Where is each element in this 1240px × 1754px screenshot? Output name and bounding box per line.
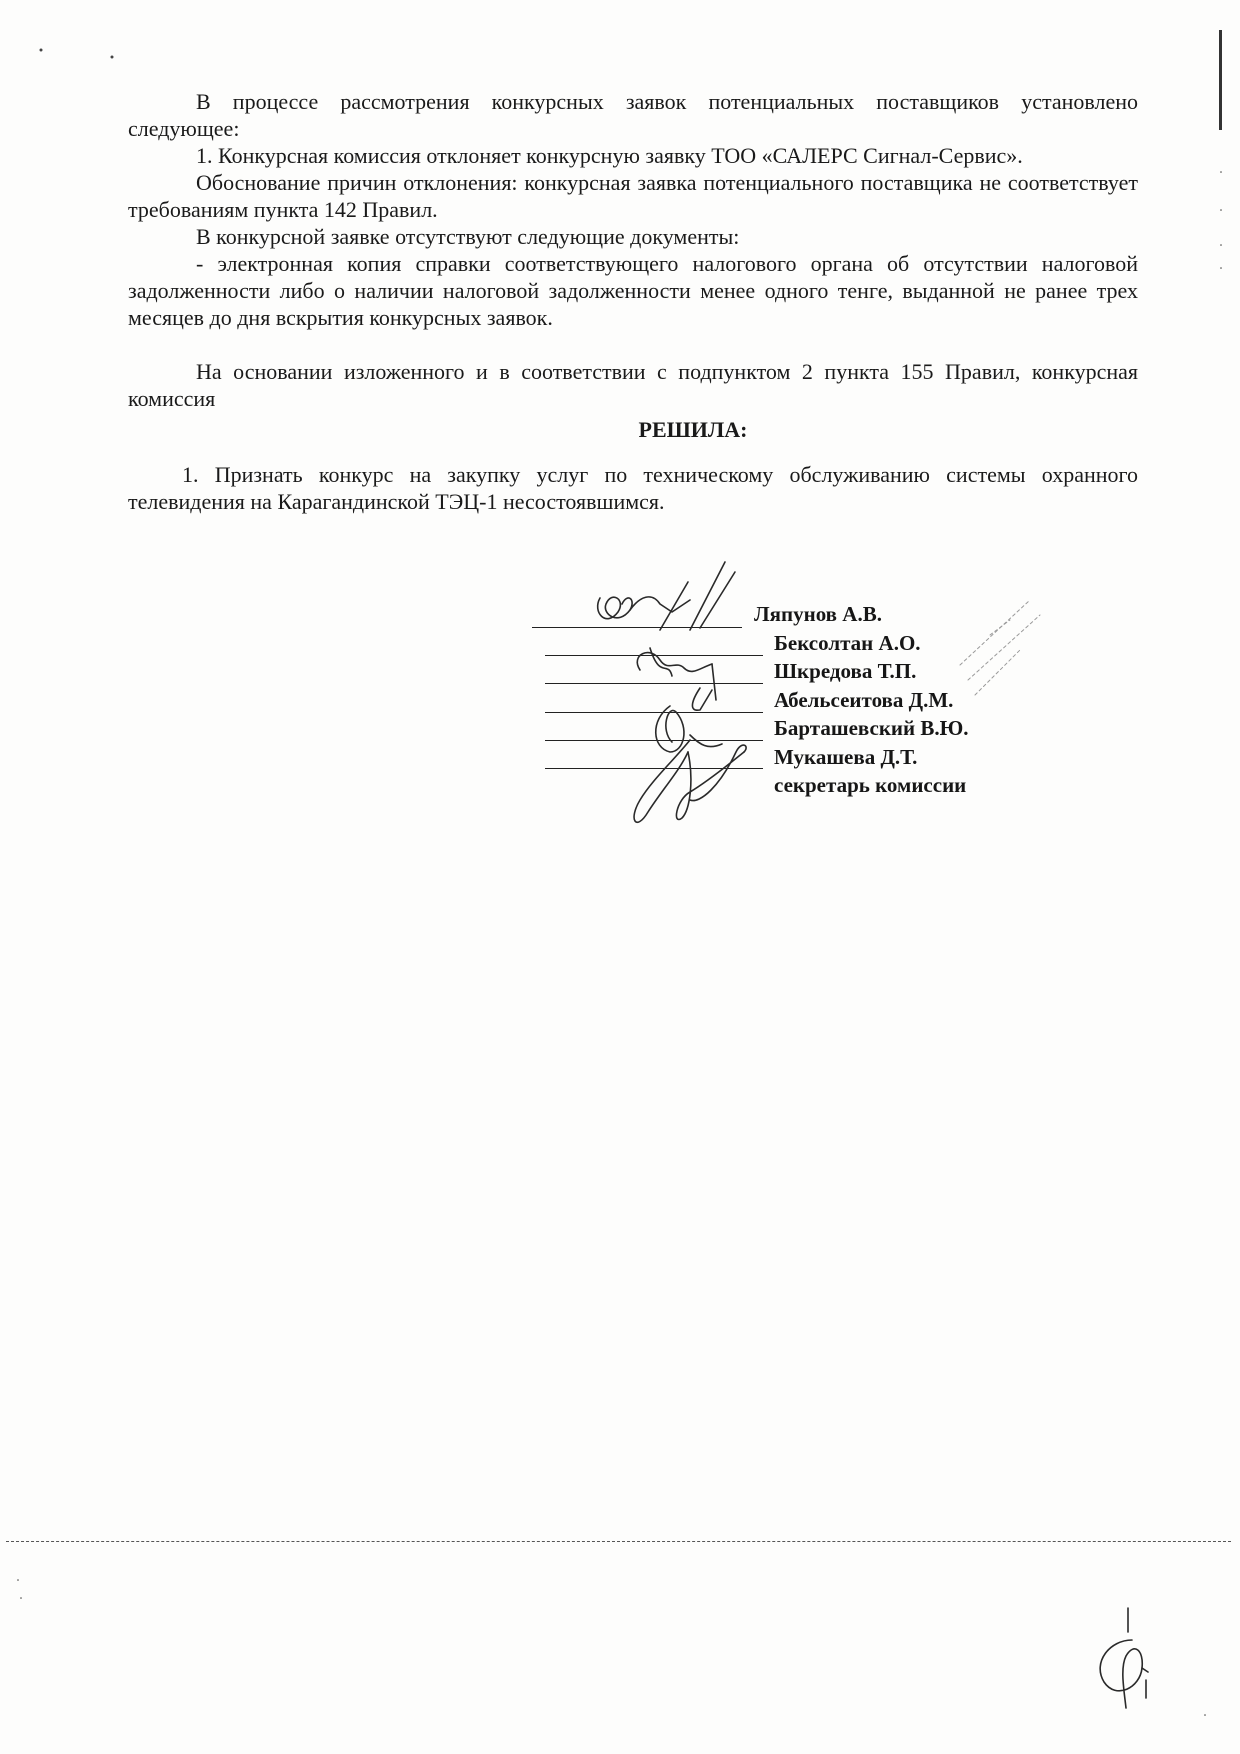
decision-item: 1. Признать конкурс на закупку услуг по техническому обслуживанию системы охранного телевидения на Карагандинской ТЭЦ-1 несостоявшимся. (128, 462, 1138, 514)
signature-line (545, 655, 763, 656)
page-divider (6, 1541, 1231, 1542)
initials-stroke (1142, 1668, 1148, 1672)
signature-line (545, 768, 763, 769)
missing-documents-intro: В конкурсной заявке отсутствуют следующие документы: (196, 224, 740, 249)
signatory-name: Шкредова Т.П. (774, 659, 917, 683)
rejection-reason: Обоснование причин отклонения: конкурсная заявка потенциального поставщика не соответствует требованиям пункта 142 Правил. (128, 170, 1138, 222)
signatory-name: Ляпунов А.В. (754, 602, 882, 626)
faint-stroke (990, 620, 1010, 635)
signatory-name: Абельсеитова Д.М. (774, 688, 954, 712)
signatory-name: Мукашева Д.Т. (774, 745, 918, 769)
scan-edge-mark (1219, 30, 1222, 130)
signature-line (545, 712, 763, 713)
faint-stroke (960, 600, 1030, 665)
signature-scribble (650, 648, 672, 676)
signature-scribble (634, 740, 690, 822)
signatory-name: Бексолтан А.О. (774, 631, 921, 655)
basis-paragraph: На основании изложенного и в соответствии с подпунктом 2 пункта 155 Правил, конкурсная комиссия (128, 359, 1138, 411)
intro-paragraph: В процессе рассмотрения конкурсных заявок потенциальных поставщиков установлено следующее: (128, 89, 1138, 141)
secretary-label: секретарь комиссии (774, 773, 967, 797)
signature-scribble (692, 688, 712, 710)
faint-stroke (975, 650, 1020, 695)
signature-scribble (676, 752, 744, 820)
rejection-item: 1. Конкурсная комиссия отклоняет конкурсную заявку ТОО «САЛЕРС Сигнал-Сервис». (196, 143, 1023, 168)
document-body (128, 88, 1138, 515)
faint-stroke (968, 615, 1040, 680)
signature-scribble (690, 562, 725, 630)
signature-scribble (630, 597, 690, 612)
initials-stroke (1100, 1640, 1142, 1708)
signature-scribble (660, 582, 688, 630)
signatory-name: Барташевский В.Ю. (774, 716, 969, 740)
signature-scribble (700, 572, 735, 628)
signature-scribble (690, 745, 746, 800)
signature-line (545, 740, 763, 741)
signature-scribble (712, 664, 716, 700)
missing-document-item: - электронная копия справки соответствующего налогового органа об отсутствии налоговой задолженности либо о наличии налоговой задолженности менее одного тенге, выданной не ранее трех месяцев до дня вскрытия конкурсных заявок. (128, 251, 1138, 330)
signature-line (545, 683, 763, 684)
signature-line (532, 627, 742, 628)
decision-heading: РЕШИЛА: (638, 417, 748, 442)
signature-scribble (598, 597, 632, 619)
